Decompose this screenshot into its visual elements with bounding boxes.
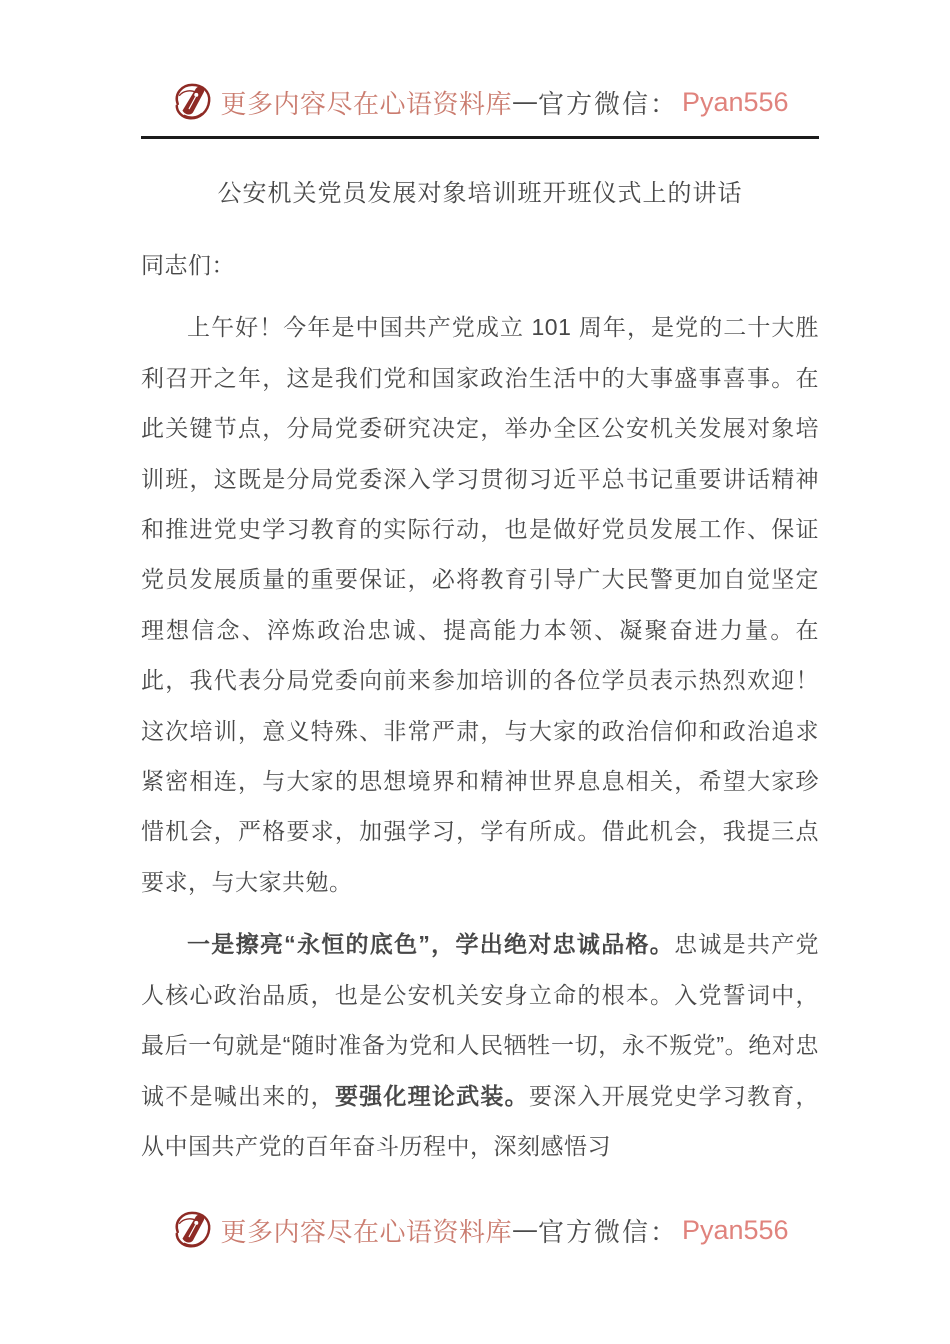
watermark-row bbox=[141, 82, 819, 122]
footer-watermark bbox=[141, 1210, 819, 1250]
document-body bbox=[141, 302, 819, 1171]
document-content bbox=[141, 176, 819, 1183]
paragraph bbox=[141, 302, 819, 907]
watermark-dash: — bbox=[511, 87, 538, 117]
paragraph bbox=[141, 919, 819, 1171]
watermark-channel-label: 官方微信： bbox=[537, 1217, 678, 1248]
watermark-brand-text: 更多内容尽在心语资料库 bbox=[220, 1217, 512, 1248]
emphasis-text: 要强化理论武装。 bbox=[334, 1082, 529, 1109]
watermark-row bbox=[141, 1210, 819, 1250]
salutation: 同志们： bbox=[141, 252, 235, 278]
document-title: 公安机关党员发展对象培训班开班仪式上的讲话 bbox=[217, 180, 743, 207]
body-text: 忠诚是共产党人核心政治品质，也是公安机关安身立命的根本。入党誓词中，最后一句就是“随时准备为党和人民牺牲一切，永不叛党”。绝对忠诚不是喊出来的， bbox=[141, 931, 820, 1109]
pen-nib-emblem-icon bbox=[171, 82, 213, 122]
body-text: 要深入开展党史学习教育，从中国共产党的百年奋斗历程中，深刻感悟习 bbox=[141, 1082, 820, 1159]
header-watermark bbox=[141, 82, 819, 139]
header-divider bbox=[141, 136, 819, 139]
body-text: 上午好！今年是中国共产党成立 101 周年，是党的二十大胜利召开之年，这是我们党和国家政治生活中的大事盛事喜事。在此关键节点，分局党委研究决定，举办全区公安机关发展对象培训班，这既是分局党委深入学习贯彻习近平总书记重要讲话精神和推进党史学习教育的实际行动，也是做好党员发展工作、保证党员发展质量的重要保证，必将教育引导广大民警更加自觉坚定理想信念、淬炼政治忠诚、提高能力本领、凝聚奋进力量。在此，我代表分局党委向前来参加培训的各位学员表示热烈欢迎！这次培训，意义特殊、非常严肃，与大家的政治信仰和政治追求紧密相连，与大家的思想境界和精神世界息息相关，希望大家珍惜机会，严格要求，加强学习，学有所成。借此机会，我提三点要求，与大家共勉。 bbox=[141, 314, 819, 895]
pen-nib-emblem-icon bbox=[171, 1210, 213, 1250]
emphasis-text: 一是擦亮“永恒的底色”，学出绝对忠诚品格。 bbox=[187, 931, 675, 958]
watermark-channel-label: 官方微信： bbox=[537, 89, 678, 120]
watermark-wechat-id: Pyan556 bbox=[681, 1214, 789, 1245]
watermark-dash: — bbox=[511, 1215, 538, 1245]
watermark-wechat-id: Pyan556 bbox=[681, 86, 789, 117]
watermark-brand-text: 更多内容尽在心语资料库 bbox=[220, 89, 512, 120]
